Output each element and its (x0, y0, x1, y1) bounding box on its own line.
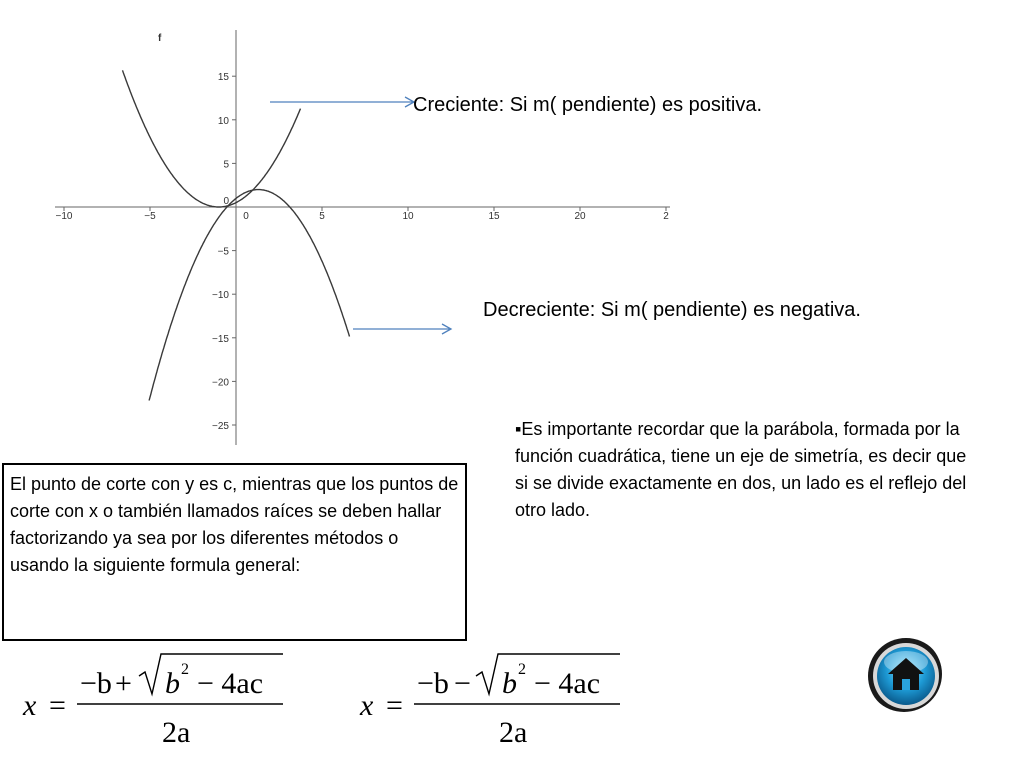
x-tick-label: 5 (319, 211, 325, 222)
y-tick-label: 5 (223, 159, 229, 171)
graph-ticks (56, 72, 670, 432)
formula-equals: = (49, 689, 66, 722)
decreasing-arrow (353, 324, 451, 334)
x-tick-label: 0 (243, 211, 249, 222)
formula-x: x (360, 689, 374, 722)
formula-x: x (23, 689, 37, 722)
y-axis-label: f (158, 33, 162, 44)
symmetry-note (515, 416, 975, 524)
x-tick-label: −10 (55, 211, 73, 222)
numerator-minus: − (454, 667, 471, 700)
radicand-4ac: − 4ac (197, 667, 264, 700)
origin-label: 0 (223, 196, 229, 207)
upward-parabola (123, 70, 301, 207)
increasing-arrow (270, 97, 414, 107)
symmetry-note-text: Es importante recordar que la parábola, formada por la función cuadrática, tiene un eje de simetría, es decir que si se divide exactamente en dos, un lado es el reflejo del otro lado. (515, 419, 967, 520)
y-tick-label: −25 (212, 421, 229, 432)
x-tick-label: 15 (488, 211, 500, 222)
x-tick-label: −5 (144, 211, 156, 222)
denominator: 2a (162, 716, 191, 748)
radicand-exponent: 2 (181, 661, 189, 678)
radicand-b: b (502, 667, 517, 700)
roots-info-box (2, 463, 467, 641)
quadratic-formula-minus (352, 648, 652, 748)
radicand-b: b (165, 667, 180, 700)
decreasing-note: Decreciente: Si m( pendiente) es negativa. (483, 299, 861, 321)
numerator-plus: + (115, 667, 132, 700)
increasing-note: Creciente: Si m( pendiente) es positiva. (413, 94, 763, 116)
y-tick-label: 10 (217, 115, 229, 127)
y-tick-label: −10 (212, 290, 229, 302)
denominator: 2a (499, 716, 528, 748)
numerator-neg-b: −b (417, 667, 449, 700)
quadratic-formula-plus (15, 648, 315, 748)
y-tick-label: −20 (212, 377, 229, 389)
numerator-neg-b: −b (80, 667, 112, 700)
formula-equals: = (386, 689, 403, 722)
x-tick-label: 10 (402, 211, 414, 222)
radicand-exponent: 2 (518, 661, 526, 678)
y-tick-label: −5 (217, 246, 229, 258)
home-button[interactable] (866, 636, 942, 712)
bullet-marker: ▪ (515, 419, 522, 439)
roots-info-text: El punto de corte con y es c, mientras que los puntos de corte con x o también llamados raíces se deben hallar factorizando ya sea por los diferentes métodos o usando la siguiente formula general: (10, 474, 459, 575)
y-tick-label: 15 (217, 72, 229, 84)
x-tick-label: 20 (574, 211, 586, 222)
y-tick-label: −15 (212, 333, 229, 345)
parabola-graph (0, 0, 680, 450)
x-tick-label: 2 (663, 211, 669, 222)
radicand-4ac: − 4ac (534, 667, 601, 700)
